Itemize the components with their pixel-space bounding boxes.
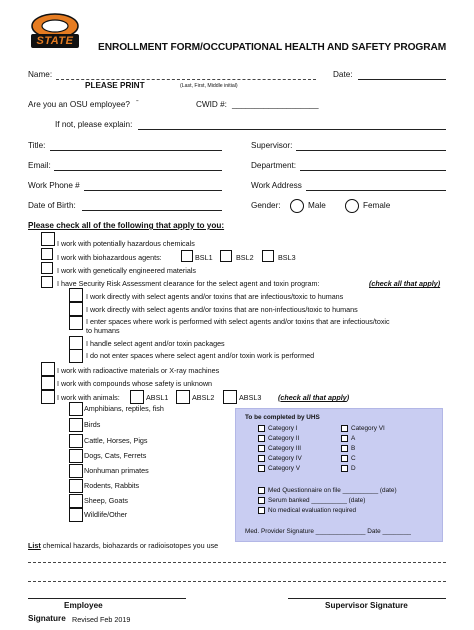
animals-check-all-text: check all that apply [280,393,347,402]
animal-checkbox-0[interactable] [69,402,83,416]
sa3-label-a: I enter spaces where work is performed with select agents and/or toxins that are infectious/toxic [86,317,390,326]
category-ii-checkbox[interactable] [258,435,265,442]
category-iv-label: Category IV [268,455,302,462]
gmo-label: I work with genetically engineered materials [57,266,197,275]
sra-check-all: (check all that apply) [369,279,441,288]
biohazard-checkbox[interactable] [41,248,53,260]
absl1-checkbox[interactable] [130,390,144,404]
gender-label: Gender: [251,201,281,210]
animal-checkbox-7[interactable] [69,508,83,522]
category-a-checkbox[interactable] [341,435,348,442]
sa5-label: I do not enter spaces where select agent and/or toxin work is performed [86,351,315,360]
category-iii-label: Category III [268,445,302,452]
category-iii-checkbox[interactable] [258,445,265,452]
list-rest: chemical hazards, biohazards or radioisotopes you use [40,541,219,550]
animal-checkbox-4[interactable] [69,464,83,478]
category-b-label: B [351,445,356,452]
supervisor-field[interactable] [296,150,446,151]
cwid-field[interactable]: ___________________ [232,100,319,109]
checklist-header: Please check all of the following that apply to you: [28,221,225,230]
dob-field[interactable] [82,210,222,211]
sa1-checkbox[interactable] [69,288,83,302]
absl2-checkbox[interactable] [176,390,190,404]
absl3-label: ABSL3 [239,393,262,402]
department-label: Department: [251,161,297,170]
explain-label: If not, please explain: [55,120,133,129]
sa4-checkbox[interactable] [69,336,83,350]
sra-checkbox[interactable] [41,276,53,288]
osu-logo [28,12,82,56]
unknown-label: I work with compounds whose safety is unknown [57,379,213,388]
category-ii-label: Category II [268,435,300,442]
bsl2-label: BSL2 [236,253,254,262]
osu-employee-label: Are you an OSU employee? [28,100,130,109]
sa3-label-b: to humans [86,326,120,335]
employee-label: Employee [64,601,103,610]
logo-text: STATE [36,35,74,47]
category-i-label: Category I [268,425,298,432]
category-c-label: C [351,455,356,462]
category-vi-checkbox[interactable] [341,425,348,432]
animal-label-1: Birds [84,420,101,429]
email-label: Email: [28,161,51,170]
sra-check-all-text: check all that apply [371,279,438,288]
category-b-checkbox[interactable] [341,445,348,452]
category-i-checkbox[interactable] [258,425,265,432]
sa3-checkbox[interactable] [69,316,83,330]
med-questionnaire-checkbox[interactable] [258,487,265,494]
absl3-checkbox[interactable] [223,390,237,404]
animal-label-6: Sheep, Goats [84,496,128,505]
list-line-2[interactable] [28,581,446,582]
hazardous-chemicals-label: I work with potentially hazardous chemicals [57,239,195,248]
please-print: PLEASE PRINT [85,81,145,90]
sa4-label: I handle select agent and/or toxin packages [86,339,225,348]
male-radio[interactable] [290,199,304,213]
cwid-label: CWID #: [196,100,227,109]
bsl1-checkbox[interactable] [181,250,193,262]
sa1-label: I work directly with select agents and/or toxins that are infectious/toxic to humans [86,292,344,301]
animals-label: I work with animals: [57,393,120,402]
category-d-checkbox[interactable] [341,465,348,472]
animal-checkbox-6[interactable] [69,494,83,508]
animal-checkbox-3[interactable] [69,449,83,463]
sa2-label: I work directly with select agents and/or toxins that are non-infectious/toxic to humans [86,305,358,314]
gmo-checkbox[interactable] [41,262,53,274]
work-address-label: Work Address [251,181,302,190]
animal-label-0: Amphibians, reptiles, fish [84,404,164,413]
employee-signature-line[interactable] [28,598,186,599]
dob-label: Date of Birth: [28,201,76,210]
name-label: Name: [28,70,53,79]
unknown-checkbox[interactable] [41,376,55,390]
form-title: ENROLLMENT FORM/OCCUPATIONAL HEALTH AND SAFETY PROGRAM [98,42,447,53]
name-field[interactable] [56,79,316,80]
sra-label: I have Security Risk Assessment clearance for the select agent and toxin program: [57,279,320,288]
category-v-checkbox[interactable] [258,465,265,472]
animal-label-5: Rodents, Rabbits [84,481,140,490]
animal-checkbox-2[interactable] [69,434,83,448]
category-vi-label: Category VI [351,425,385,432]
date-field[interactable] [358,79,446,80]
bsl1-label: BSL1 [195,253,213,262]
email-field[interactable] [54,170,222,171]
bsl3-checkbox[interactable] [262,250,274,262]
no-medical-checkbox[interactable] [258,507,265,514]
animals-checkbox[interactable] [41,390,55,404]
list-prompt [28,542,218,549]
med-questionnaire-label: Med Questionnaire on file __________ (date) [268,487,397,494]
list-label: List [28,541,41,550]
explain-field[interactable] [138,129,446,130]
hazardous-chemicals-checkbox[interactable] [41,232,55,246]
work-address-field[interactable] [306,190,446,191]
animals-check-all: (check all that apply) [278,393,350,402]
osu-employee-mark: ˉ [136,99,139,108]
male-label: Male [308,201,326,210]
title-field[interactable] [50,150,222,151]
female-radio[interactable] [345,199,359,213]
work-phone-label: Work Phone # [28,181,80,190]
biohazard-label: I work with biohazardous agents: [57,253,162,262]
title-label: Title: [28,141,46,150]
animal-label-3: Dogs, Cats, Ferrets [84,451,147,460]
animal-checkbox-5[interactable] [69,479,83,493]
radioactive-checkbox[interactable] [41,362,55,376]
female-label: Female [363,201,391,210]
category-d-label: D [351,465,356,472]
absl2-label: ABSL2 [192,393,215,402]
uhs-panel [235,408,443,542]
serum-banked-checkbox[interactable] [258,497,265,504]
date-label: Date: [333,70,353,79]
category-a-label: A [351,435,356,442]
category-c-checkbox[interactable] [341,455,348,462]
animal-label-2: Cattle, Horses, Pigs [84,436,148,445]
animal-checkbox-1[interactable] [69,418,83,432]
revised-label: Revised Feb 2019 [72,615,131,624]
work-phone-field[interactable] [84,190,222,191]
name-hint: (Last, First, Middle initial) [180,83,238,89]
serum-banked-label: Serum banked __________ (date) [268,497,366,504]
signature-label: Signature [28,614,66,623]
sa2-checkbox[interactable] [69,302,83,316]
animal-label-4: Nonhuman primates [84,466,149,475]
no-medical-label: No medical evaluation required [268,507,357,514]
uhs-title: To be completed by UHS [245,414,320,421]
radioactive-label: I work with radioactive materials or X-ray machines [57,366,220,375]
category-iv-checkbox[interactable] [258,455,265,462]
supervisor-signature-line[interactable] [288,598,446,599]
supervisor-signature-label: Supervisor Signature [325,601,408,610]
category-v-label: Category V [268,465,300,472]
department-field[interactable] [300,170,446,171]
bsl3-label: BSL3 [278,253,296,262]
animal-label-7: Wildlife/Other [84,510,128,519]
absl1-label: ABSL1 [146,393,169,402]
sa5-checkbox[interactable] [69,349,83,363]
provider-signature: Med. Provider Signature ______________ Date ________ [245,528,411,535]
bsl2-checkbox[interactable] [220,250,232,262]
list-line-1[interactable] [28,562,446,563]
supervisor-label: Supervisor: [251,141,293,150]
